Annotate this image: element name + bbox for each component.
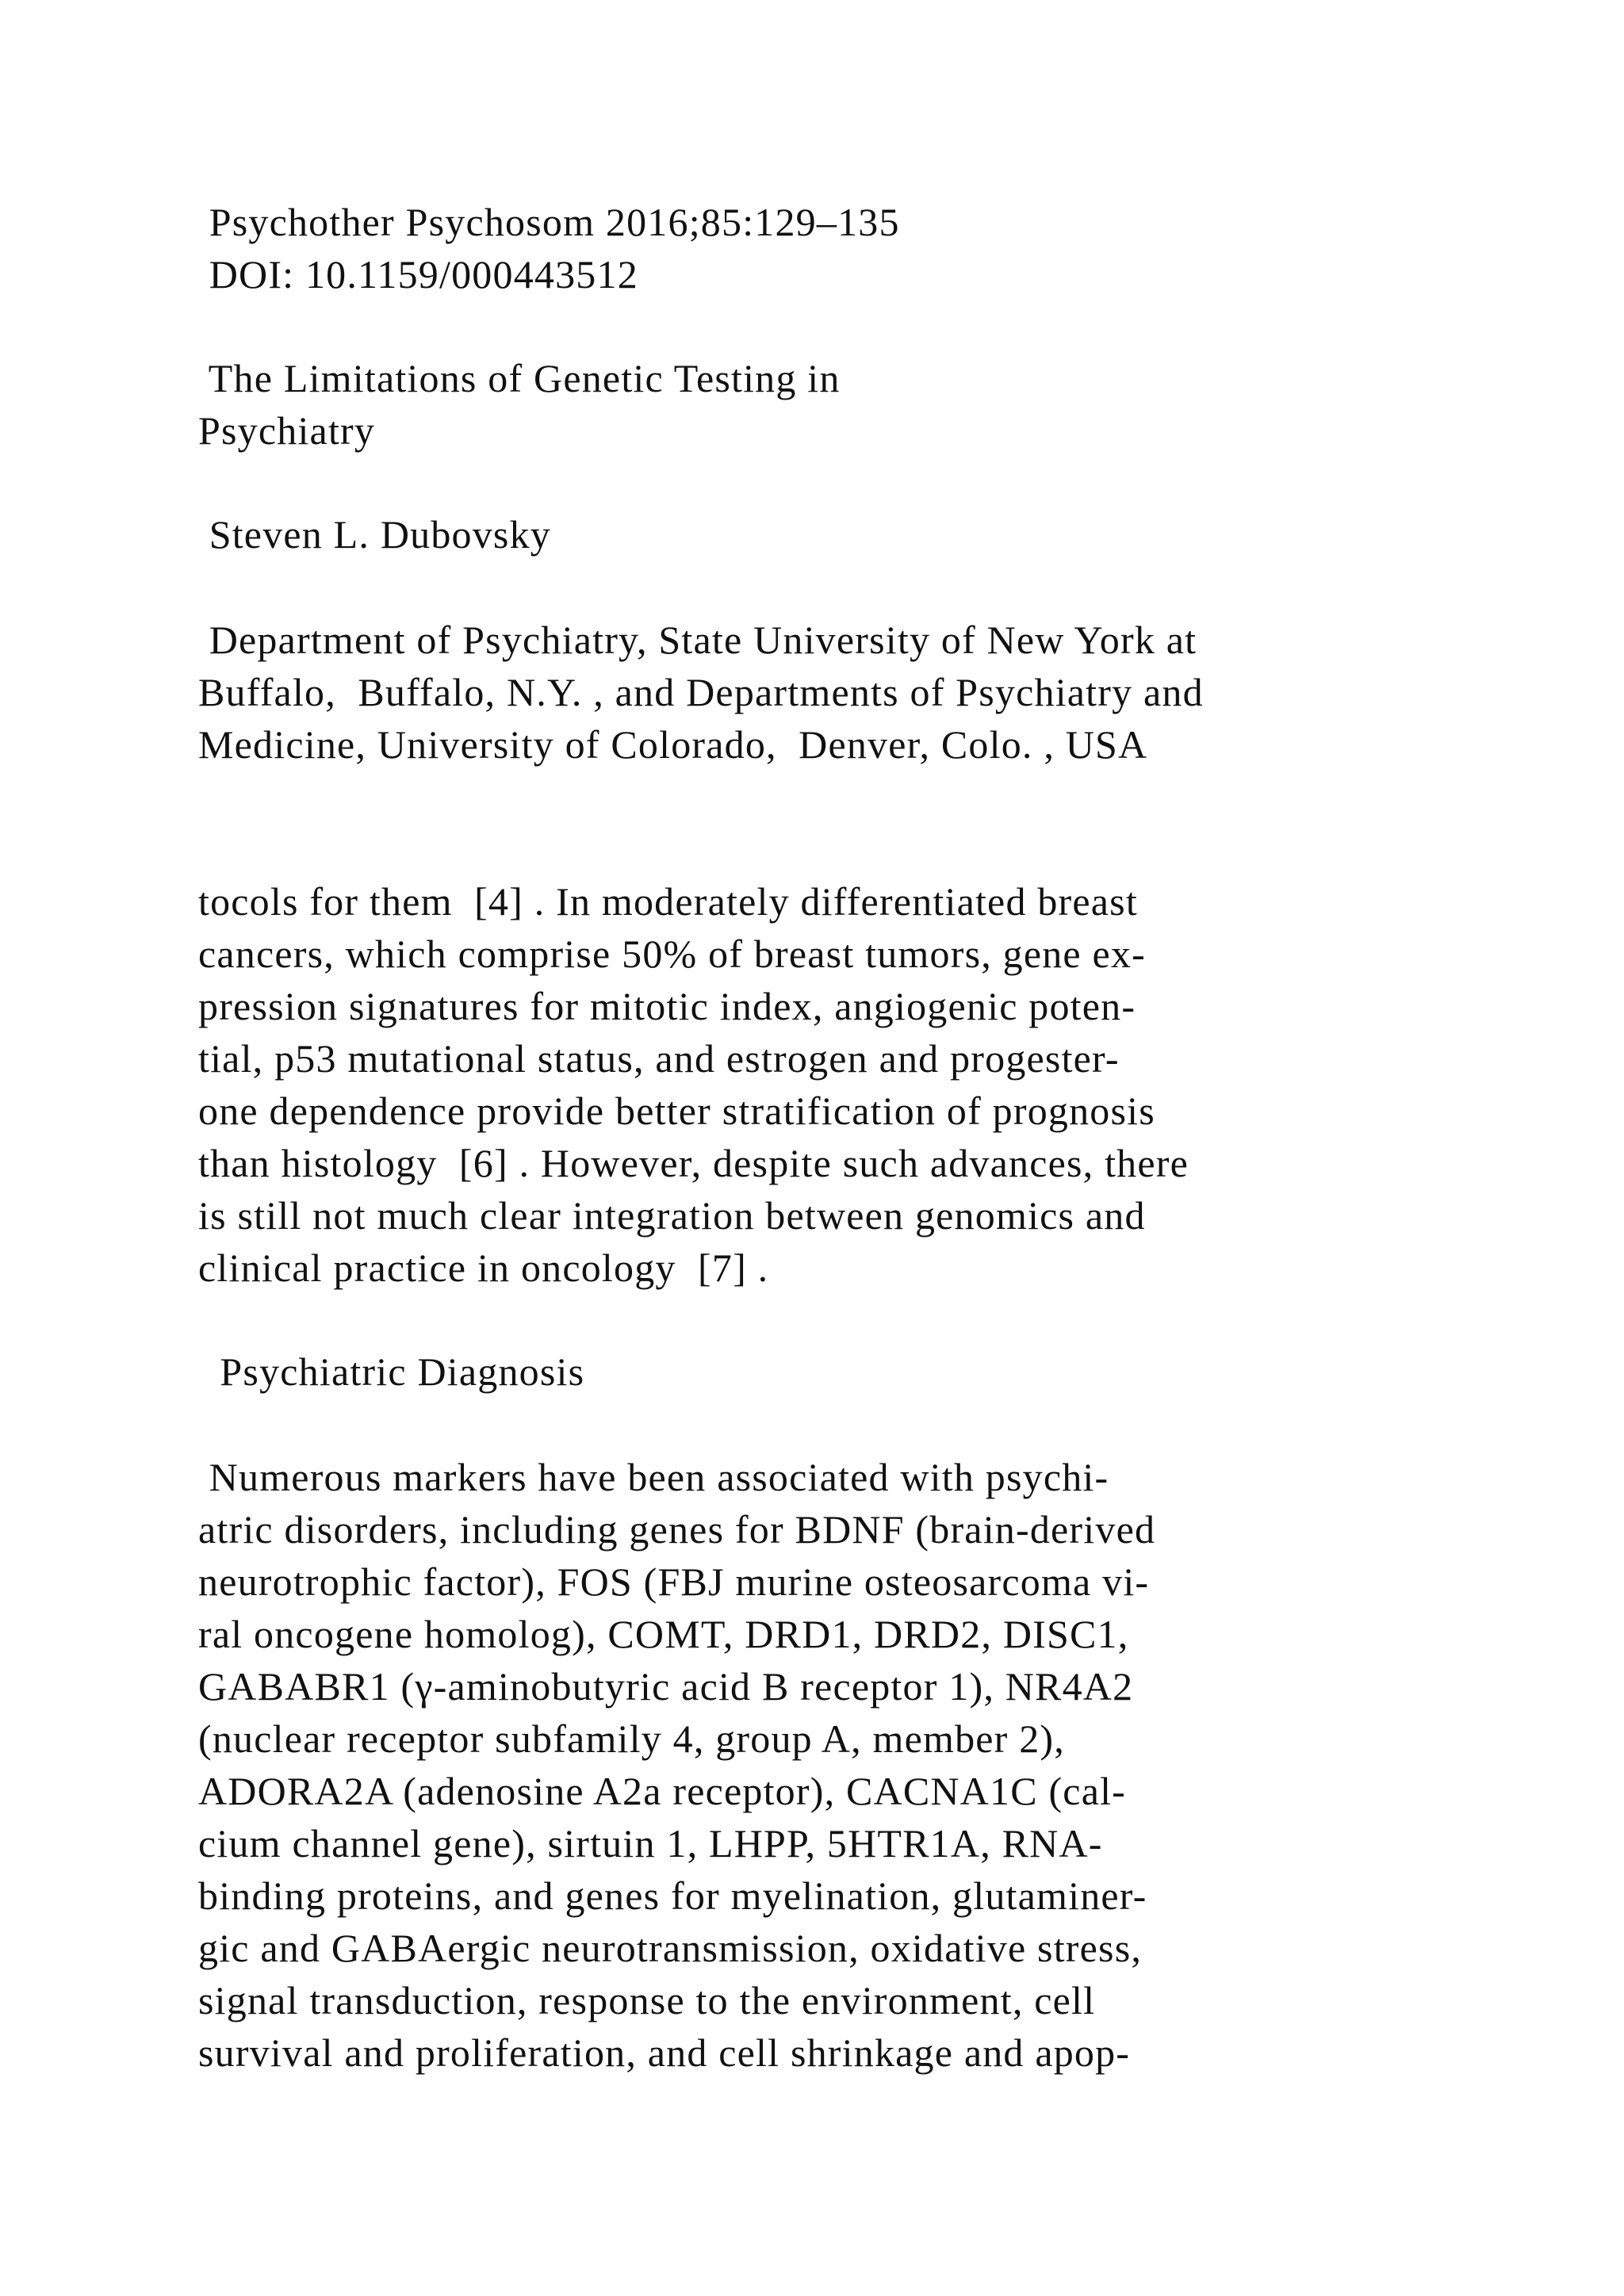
paragraph-1-line-5: one dependence provide better stratification of prognosis [198,1089,1155,1133]
paragraph-1-line-2: cancers, which comprise 50% of breast tumors, gene ex- [198,932,1146,976]
paragraph-1-line-4: tial, p53 mutational status, and estrogen and progester- [198,1036,1120,1081]
paragraph-2-line-6: (nuclear receptor subfamily 4, group A, member 2), [198,1716,1065,1761]
paragraph-2-line-3: neurotrophic factor), FOS (FBJ murine osteosarcoma vi- [198,1559,1150,1604]
paragraph-2-line-12: survival and proliferation, and cell shrinkage and apop- [198,2030,1131,2075]
paragraph-2-line-2: atric disorders, including genes for BDNF (brain-derived [198,1507,1156,1552]
paragraph-2-line-10: gic and GABAergic neurotransmission, oxidative stress, [198,1926,1143,1970]
paragraph-1-line-1: tocols for them [4] . In moderately differentiated breast [198,879,1138,924]
paragraph-2-line-1: Numerous markers have been associated with psychi- [198,1455,1109,1499]
author-name: Steven L. Dubovsky [198,512,551,557]
paragraph-2-line-5: GABABR1 (γ-aminobutyric acid B receptor 1), NR4A2 [198,1664,1134,1709]
paragraph-2-line-7: ADORA2A (adenosine A2a receptor), CACNA1C (cal- [198,1769,1127,1813]
paragraph-1-line-8: clinical practice in oncology [7] . [198,1246,769,1290]
paragraph-1-line-3: pression signatures for mitotic index, angiogenic poten- [198,984,1136,1028]
paragraph-2-line-4: ral oncogene homolog), COMT, DRD1, DRD2, DISC1, [198,1612,1129,1656]
article-title-line-2: Psychiatry [198,408,376,453]
paragraph-1-line-6: than histology [6] . However, despite such advances, there [198,1141,1189,1185]
section-heading: Psychiatric Diagnosis [198,1349,585,1394]
article-title-line-1: The Limitations of Genetic Testing in [198,356,841,400]
affiliation-line-3: Medicine, University of Colorado, Denver, Colo. , USA [198,722,1148,767]
doi: DOI: 10.1159/000443512 [198,252,638,297]
affiliation-line-2: Buffalo, Buffalo, N.Y. , and Departments of Psychiatry and [198,670,1204,714]
paragraph-1-line-7: is still not much clear integration between genomics and [198,1193,1146,1238]
journal-citation: Psychother Psychosom 2016;85:129–135 [198,200,900,244]
paragraph-2-line-9: binding proteins, and genes for myelination, glutaminer- [198,1873,1147,1918]
paragraph-2-line-11: signal transduction, response to the environment, cell [198,1978,1096,2022]
affiliation-line-1: Department of Psychiatry, State University of New York at [198,618,1197,662]
paragraph-2-line-8: cium channel gene), sirtuin 1, LHPP, 5HTR1A, RNA- [198,1821,1103,1866]
